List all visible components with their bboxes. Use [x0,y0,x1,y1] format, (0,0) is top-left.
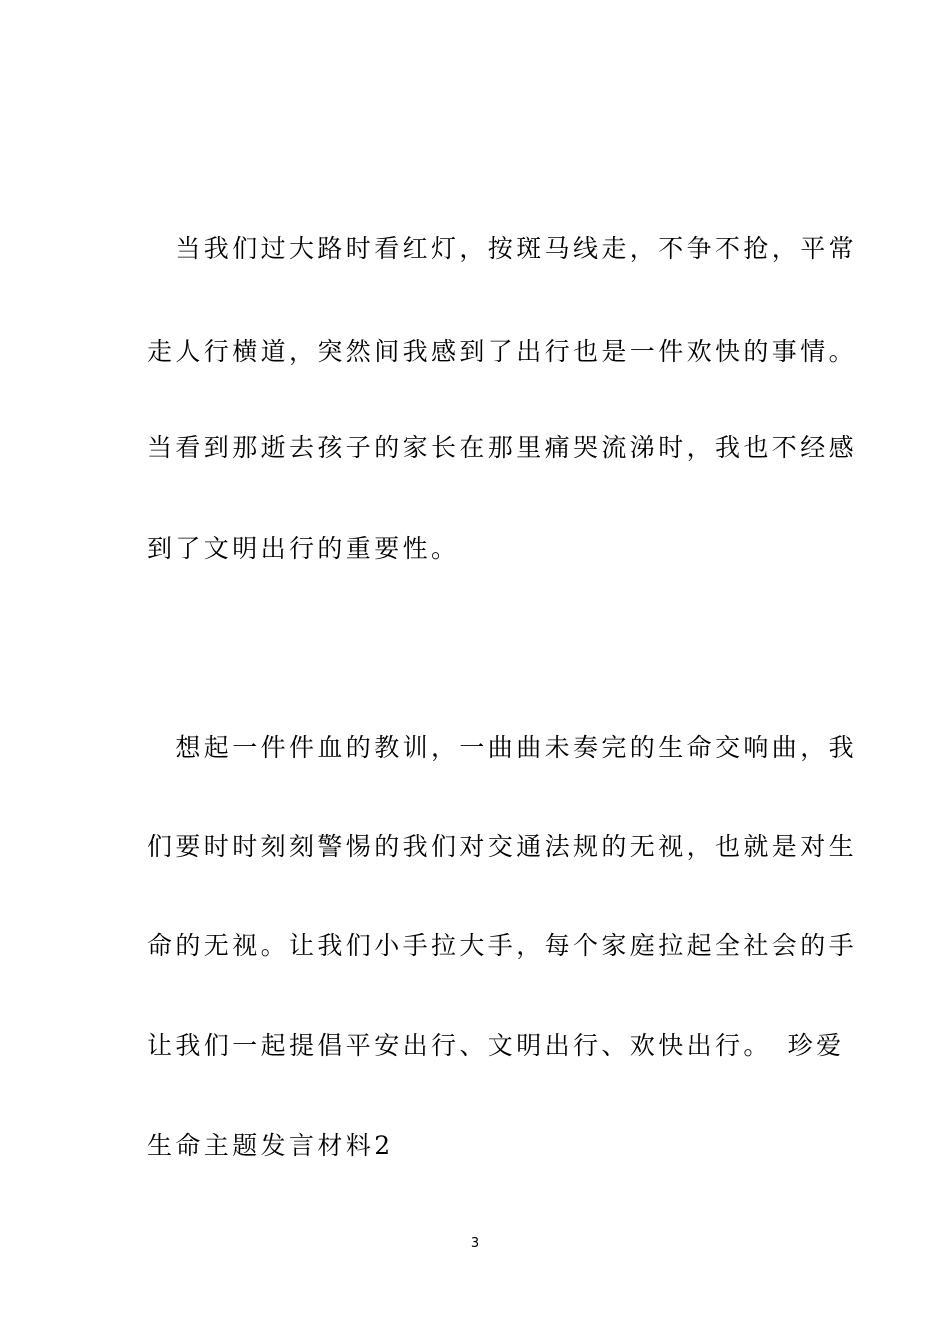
paragraph-line: 想起一件件血的教训，一曲曲未奏完的生命交响曲，我 [147,733,858,762]
paragraph-line: 让我们一起提倡平安出行、文明出行、欢快出行。 珍爱 [147,1031,845,1060]
paragraph-line: 走人行横道，突然间我感到了出行也是一件欢快的事情。 [147,337,858,366]
paragraph-line: 命的无视。让我们小手拉大手，每个家庭拉起全社会的手 [147,931,858,960]
page-number: 3 [470,1236,480,1251]
paragraph-line: 当我们过大路时看红灯，按斑马线走，不争不抢，平常 [147,234,858,263]
paragraph-line: 生命主题发言材料2 [147,1131,394,1160]
paragraph-line: 到了文明出行的重要性。 [147,534,460,563]
paragraph-line: 当看到那逝去孩子的家长在那里痛哭流涕时，我也不经感 [147,433,858,462]
paragraph-line: 们要时时刻刻警惕的我们对交通法规的无视，也就是对生 [147,832,858,861]
